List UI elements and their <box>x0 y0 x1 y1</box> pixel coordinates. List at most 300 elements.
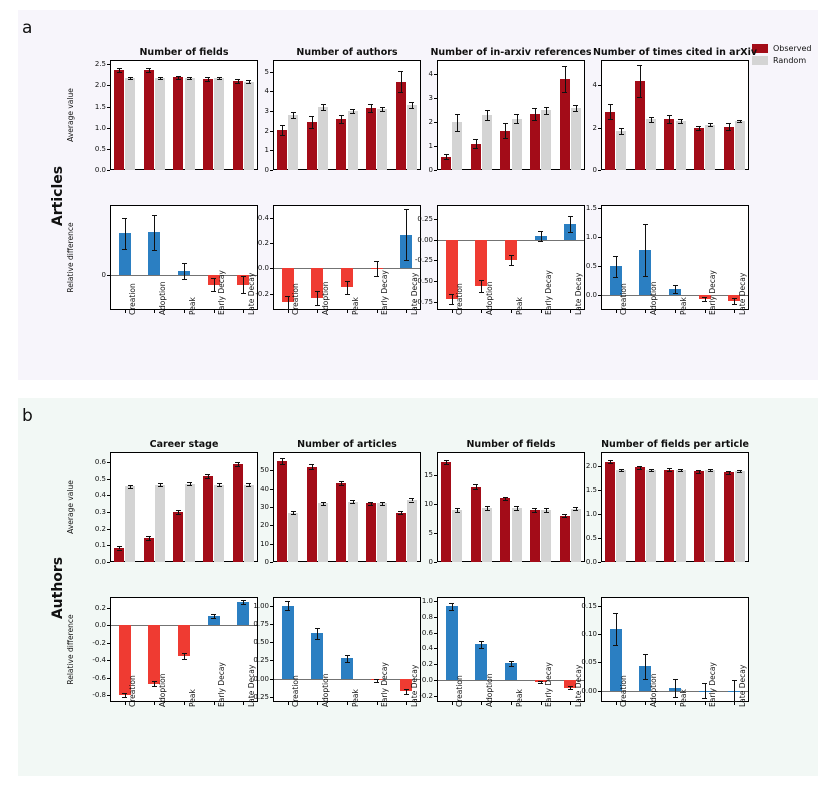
y-tick-label: 0.1 <box>94 541 106 550</box>
error-cap <box>608 104 613 105</box>
error-cap <box>619 128 624 129</box>
error-bar <box>125 218 126 249</box>
y-tick-mark <box>598 490 601 491</box>
x-tick-mark <box>541 702 542 705</box>
bar <box>530 114 540 170</box>
y-tick-label: 0.2 <box>94 603 106 612</box>
y-tick-label: 2.0 <box>585 462 597 471</box>
error-bar <box>511 255 512 265</box>
error-cap <box>291 511 296 512</box>
error-bar <box>616 256 617 277</box>
error-bar <box>347 655 348 662</box>
error-cap <box>479 280 484 281</box>
error-cap <box>211 291 216 292</box>
legend-item-observed <box>752 44 812 53</box>
y-tick-mark <box>434 633 437 634</box>
error-cap <box>409 102 414 103</box>
error-cap <box>398 71 403 72</box>
y-tick-mark <box>107 64 110 65</box>
bar <box>336 483 346 562</box>
y-tick-label: 1.5 <box>585 203 597 212</box>
error-cap <box>309 116 314 117</box>
error-cap <box>321 505 326 506</box>
error-bar <box>452 603 453 611</box>
error-cap <box>217 79 222 80</box>
error-cap <box>619 469 624 470</box>
y-tick-mark <box>434 98 437 99</box>
error-cap <box>217 77 222 78</box>
y-tick-mark <box>270 624 273 625</box>
error-cap <box>211 614 216 615</box>
y-tick-mark <box>270 660 273 661</box>
error-cap <box>315 305 320 306</box>
y-tick-label: 0.4 <box>421 644 433 653</box>
bar <box>635 467 645 562</box>
error-cap <box>485 110 490 111</box>
y-tick-mark <box>598 237 601 238</box>
y-tick-mark <box>598 514 601 515</box>
error-cap <box>562 92 567 93</box>
error-cap <box>473 489 478 490</box>
y-tick-label: 1.0 <box>421 596 433 605</box>
error-bar <box>371 104 372 112</box>
y-tick-mark <box>107 495 110 496</box>
y-tick-mark <box>434 475 437 476</box>
y-tick-mark <box>434 302 437 303</box>
x-tick-label: Early Decay <box>708 270 718 315</box>
bar <box>214 78 224 170</box>
y-tick-mark <box>434 170 437 171</box>
bar <box>605 112 615 170</box>
y-tick-label: 0.3 <box>94 508 106 516</box>
y-tick-label: 0.6 <box>421 628 433 637</box>
y-tick-label: 0.00 <box>581 686 597 695</box>
y-tick-label: 0.0 <box>421 675 433 684</box>
error-cap <box>514 510 519 511</box>
y-tick-mark <box>434 664 437 665</box>
bar <box>694 471 704 562</box>
bar <box>475 240 487 286</box>
error-cap <box>449 294 454 295</box>
error-cap <box>637 97 642 98</box>
error-cap <box>285 601 290 602</box>
y-tick-mark <box>107 625 110 626</box>
error-cap <box>667 123 672 124</box>
y-tick-label: 0.2 <box>257 238 269 247</box>
error-cap <box>246 80 251 81</box>
error-cap <box>217 486 222 487</box>
error-cap <box>339 481 344 482</box>
error-cap <box>643 679 648 680</box>
y-tick-label: -0.75 <box>414 297 433 306</box>
x-tick-label: Adoption <box>320 281 330 315</box>
x-tick-label: Late Decay <box>246 664 256 707</box>
bar <box>605 462 615 562</box>
y-tick-mark <box>270 72 273 73</box>
bar <box>705 125 715 170</box>
error-cap <box>321 104 326 105</box>
y-tick-mark <box>270 150 273 151</box>
error-bar <box>645 654 646 679</box>
error-cap <box>485 506 490 507</box>
y-tick-mark <box>107 107 110 108</box>
error-bar <box>481 280 482 292</box>
legend-item-random <box>752 56 812 65</box>
y-tick-mark <box>598 562 601 563</box>
y-tick-label: 0.0 <box>257 264 269 273</box>
bar <box>144 538 154 562</box>
error-cap <box>117 546 122 547</box>
error-cap <box>374 682 379 683</box>
error-cap <box>321 502 326 503</box>
bar <box>646 470 656 562</box>
y-tick-mark <box>270 131 273 132</box>
error-bar <box>541 231 542 241</box>
y-tick-label: 50 <box>260 466 269 475</box>
x-tick-mark <box>481 702 482 705</box>
error-bar <box>452 294 453 304</box>
x-tick-label: Peak <box>350 297 360 315</box>
error-cap <box>449 610 454 611</box>
error-cap <box>532 120 537 121</box>
x-tick-label: Peak <box>350 689 360 707</box>
error-cap <box>315 291 320 292</box>
x-tick-label: Creation <box>291 675 301 707</box>
x-tick-mark <box>511 310 512 313</box>
x-tick-label: Adoption <box>648 673 658 707</box>
error-cap <box>509 265 514 266</box>
error-cap <box>613 613 618 614</box>
error-cap <box>404 689 409 690</box>
error-cap <box>678 123 683 124</box>
error-cap <box>726 123 731 124</box>
error-cap <box>176 76 181 77</box>
legend-label-random: Random <box>773 56 807 65</box>
panel-letter-b: b <box>22 406 33 426</box>
y-tick-mark <box>270 294 273 295</box>
error-cap <box>473 139 478 140</box>
error-cap <box>667 115 672 116</box>
bar <box>173 512 183 562</box>
error-bar <box>565 66 566 92</box>
y-tick-mark <box>107 562 110 563</box>
error-cap <box>235 79 240 80</box>
error-cap <box>649 471 654 472</box>
error-cap <box>503 500 508 501</box>
y-tick-label: 1.5 <box>585 486 597 495</box>
bar <box>694 128 704 170</box>
y-tick-mark <box>434 648 437 649</box>
x-tick-label: Adoption <box>320 673 330 707</box>
y-tick-label: 0 <box>101 271 106 279</box>
bar <box>482 508 492 562</box>
bar <box>705 470 715 562</box>
error-cap <box>182 653 187 654</box>
error-cap <box>146 536 151 537</box>
y-tick-label: 0.2 <box>94 524 106 533</box>
x-tick-mark <box>570 702 571 705</box>
error-cap <box>235 462 240 463</box>
y-tick-label: 0 <box>264 558 269 566</box>
error-bar <box>317 628 318 638</box>
y-tick-label: 3 <box>428 94 433 103</box>
y-tick-label: 1.0 <box>585 233 597 242</box>
bar <box>366 503 376 562</box>
error-cap <box>479 648 484 649</box>
y-tick-mark <box>434 146 437 147</box>
x-tick-label: Late Decay <box>246 272 256 315</box>
error-cap <box>449 603 454 604</box>
error-cap <box>152 215 157 216</box>
bar <box>482 115 492 170</box>
x-tick-mark <box>734 310 735 313</box>
bar <box>336 119 346 170</box>
error-cap <box>146 72 151 73</box>
bar <box>735 121 745 170</box>
y-tick-mark <box>598 691 601 692</box>
error-cap <box>280 125 285 126</box>
error-cap <box>122 218 127 219</box>
bar <box>396 82 406 170</box>
y-tick-mark <box>434 74 437 75</box>
y-tick-mark <box>270 91 273 92</box>
y-tick-label: -0.50 <box>414 277 433 286</box>
error-cap <box>479 641 484 642</box>
error-cap <box>339 115 344 116</box>
y-tick-label: 0 <box>428 558 433 566</box>
y-tick-mark <box>598 266 601 267</box>
error-cap <box>345 281 350 282</box>
bar <box>318 107 328 170</box>
chart-title: Number of in-arxiv references <box>430 47 592 58</box>
error-cap <box>643 224 648 225</box>
y-tick-mark <box>598 128 601 129</box>
y-tick-label: 0.0 <box>585 558 597 566</box>
y-axis-title: Average value <box>66 88 75 142</box>
x-tick-label: Late Decay <box>573 664 583 707</box>
error-cap <box>309 469 314 470</box>
error-cap <box>409 498 414 499</box>
error-cap <box>702 683 707 684</box>
bar <box>646 119 656 170</box>
error-cap <box>732 298 737 299</box>
y-tick-label: -0.6 <box>92 673 106 682</box>
error-cap <box>613 277 618 278</box>
error-cap <box>455 512 460 513</box>
x-tick-mark <box>452 310 453 313</box>
error-cap <box>726 474 731 475</box>
y-tick-mark <box>107 149 110 150</box>
error-cap <box>176 510 181 511</box>
y-tick-mark <box>270 697 273 698</box>
y-tick-label: 0.0 <box>94 166 106 174</box>
error-bar <box>487 110 488 120</box>
bar <box>348 502 358 563</box>
error-cap <box>503 138 508 139</box>
error-cap <box>117 68 122 69</box>
y-tick-mark <box>434 696 437 697</box>
error-cap <box>473 484 478 485</box>
error-bar <box>535 108 536 120</box>
error-cap <box>187 485 192 486</box>
y-axis-title: Relative difference <box>66 222 75 293</box>
error-cap <box>702 301 707 302</box>
error-cap <box>176 79 181 80</box>
y-tick-label: 0.0 <box>585 291 597 300</box>
y-tick-label: 0.6 <box>94 458 106 466</box>
y-tick-mark <box>434 562 437 563</box>
x-tick-label: Creation <box>455 675 465 707</box>
error-cap <box>573 111 578 112</box>
error-cap <box>503 123 508 124</box>
error-cap <box>217 483 222 484</box>
bar <box>125 486 135 562</box>
error-cap <box>380 505 385 506</box>
bar <box>277 461 287 562</box>
y-tick-mark <box>598 85 601 86</box>
error-bar <box>377 261 378 276</box>
error-cap <box>649 117 654 118</box>
error-cap <box>732 304 737 305</box>
bar <box>500 498 510 562</box>
error-cap <box>205 81 210 82</box>
x-tick-label: Peak <box>678 297 688 315</box>
error-cap <box>122 693 127 694</box>
x-tick-mark <box>705 310 706 313</box>
error-cap <box>158 79 163 80</box>
x-tick-label: Creation <box>291 283 301 315</box>
error-bar <box>312 116 313 128</box>
bar <box>560 516 570 562</box>
error-bar <box>317 291 318 305</box>
y-tick-label: 5 <box>264 67 269 76</box>
chart-title: Number of fields <box>139 47 229 58</box>
x-tick-mark <box>184 702 185 705</box>
y-tick-mark <box>107 275 110 276</box>
y-tick-label: 0.25 <box>417 215 433 224</box>
x-tick-label: Peak <box>514 297 524 315</box>
error-cap <box>544 114 549 115</box>
error-bar <box>457 114 458 131</box>
error-cap <box>619 471 624 472</box>
error-cap <box>696 130 701 131</box>
error-cap <box>544 107 549 108</box>
error-cap <box>637 466 642 467</box>
y-tick-label: 0.4 <box>94 491 106 500</box>
error-cap <box>291 112 296 113</box>
error-cap <box>152 686 157 687</box>
error-cap <box>613 645 618 646</box>
error-cap <box>350 503 355 504</box>
error-cap <box>509 666 514 667</box>
x-tick-label: Late Decay <box>737 664 747 707</box>
error-cap <box>637 65 642 66</box>
error-cap <box>235 83 240 84</box>
error-cap <box>673 285 678 286</box>
y-tick-label: 0.10 <box>581 629 597 638</box>
bar <box>125 78 135 170</box>
bar <box>377 109 387 170</box>
error-cap <box>444 464 449 465</box>
error-cap <box>211 278 216 279</box>
x-tick-mark <box>317 702 318 705</box>
error-cap <box>374 679 379 680</box>
error-cap <box>619 134 624 135</box>
legend <box>752 44 812 68</box>
error-cap <box>444 159 449 160</box>
error-bar <box>282 125 283 135</box>
bar <box>307 467 317 562</box>
error-cap <box>696 126 701 127</box>
y-tick-mark <box>434 680 437 681</box>
error-bar <box>517 114 518 124</box>
error-bar <box>184 263 185 279</box>
error-cap <box>368 104 373 105</box>
y-tick-label: -0.2 <box>92 638 106 647</box>
y-tick-mark <box>434 504 437 505</box>
error-cap <box>643 654 648 655</box>
x-tick-mark <box>645 702 646 705</box>
error-cap <box>455 114 460 115</box>
y-tick-mark <box>270 679 273 680</box>
x-tick-mark <box>347 702 348 705</box>
error-cap <box>205 478 210 479</box>
error-cap <box>187 77 192 78</box>
error-cap <box>205 77 210 78</box>
error-cap <box>667 471 672 472</box>
y-tick-label: 0.00 <box>253 674 269 683</box>
error-cap <box>368 112 373 113</box>
error-cap <box>608 463 613 464</box>
error-bar <box>476 139 477 149</box>
error-cap <box>503 497 508 498</box>
error-cap <box>708 123 713 124</box>
error-cap <box>309 128 314 129</box>
bar <box>377 503 387 562</box>
bar <box>441 462 451 562</box>
error-cap <box>398 92 403 93</box>
y-tick-label: 4 <box>264 87 269 96</box>
error-cap <box>562 517 567 518</box>
x-tick-label: Creation <box>455 283 465 315</box>
y-tick-mark <box>270 243 273 244</box>
error-cap <box>678 469 683 470</box>
error-cap <box>678 471 683 472</box>
y-tick-mark <box>270 544 273 545</box>
y-axis-title: Average value <box>66 480 75 534</box>
bar <box>541 110 551 170</box>
error-cap <box>737 120 742 121</box>
x-tick-mark <box>243 310 244 313</box>
y-tick-mark <box>107 678 110 679</box>
x-tick-mark <box>243 702 244 705</box>
y-tick-mark <box>107 660 110 661</box>
y-tick-mark <box>434 219 437 220</box>
error-cap <box>241 276 246 277</box>
bar <box>311 633 323 678</box>
error-cap <box>291 514 296 515</box>
error-cap <box>345 655 350 656</box>
error-bar <box>610 104 611 119</box>
x-tick-mark <box>406 310 407 313</box>
y-tick-mark <box>270 525 273 526</box>
x-tick-mark <box>406 702 407 705</box>
error-cap <box>380 502 385 503</box>
y-tick-label: 2.0 <box>94 81 106 90</box>
bar <box>541 510 551 562</box>
error-cap <box>613 256 618 257</box>
y-tick-label: 0.0 <box>94 621 106 629</box>
